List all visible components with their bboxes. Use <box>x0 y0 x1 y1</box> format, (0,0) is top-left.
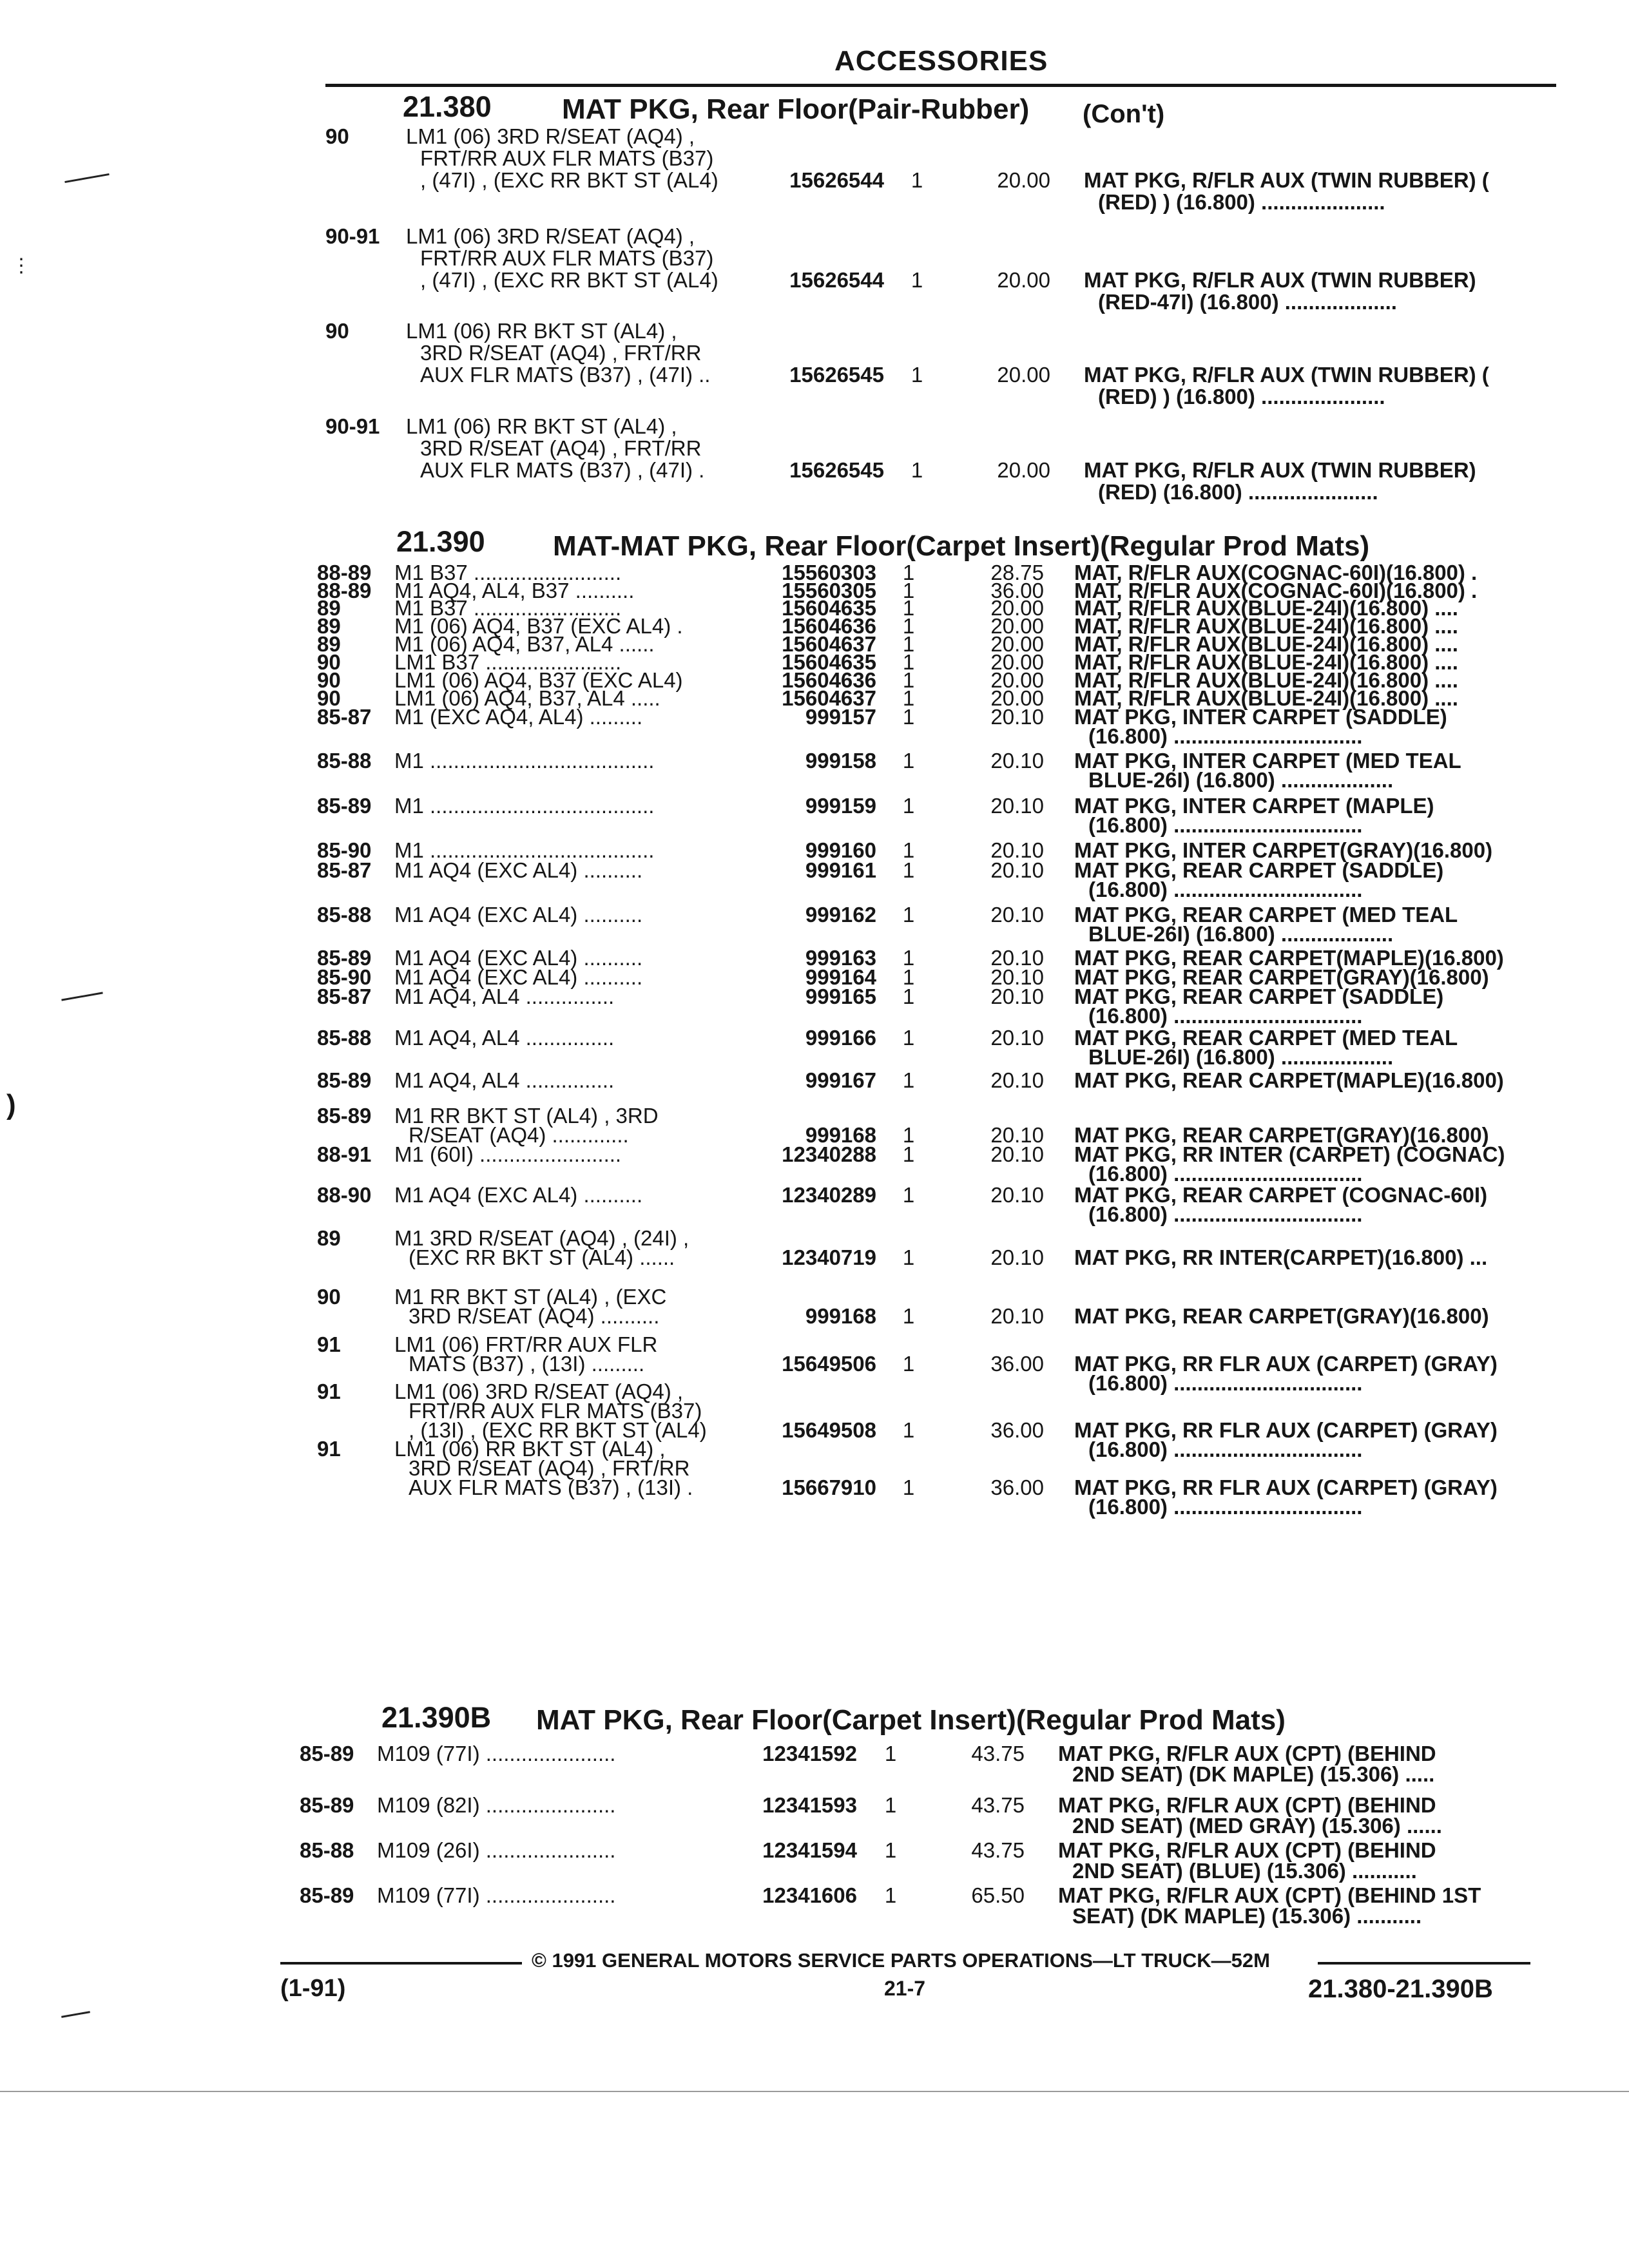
description-text: MAT PKG, INTER CARPET (SADDLE) <box>1074 705 1447 729</box>
price: 20.00 <box>990 686 1044 710</box>
description-text: MAT PKG, REAR CARPET(GRAY)(16.800) <box>1074 965 1489 989</box>
price: 20.00 <box>990 650 1044 674</box>
description-text: MAT, R/FLR AUX(BLUE-24I)(16.800) .... <box>1074 686 1458 710</box>
description-text: MAT PKG, R/FLR AUX (CPT) (BEHIND <box>1058 1793 1436 1817</box>
description-text: MAT PKG, R/FLR AUX (TWIN RUBBER) <box>1084 268 1476 292</box>
page-title: ACCESSORIES <box>834 45 1048 77</box>
model-year: 89 <box>317 632 341 656</box>
application-text: M109 (77I) ...................... <box>377 1742 616 1765</box>
price: 20.10 <box>990 1304 1044 1328</box>
application-text: LM1 B37 ....................... <box>394 650 622 674</box>
model-year: 85-89 <box>300 1742 354 1765</box>
price: 36.00 <box>990 1475 1044 1499</box>
application-text: , (13I) , (EXC RR BKT ST (AL4) <box>409 1418 707 1442</box>
application-text: FRT/RR AUX FLR MATS (B37) <box>420 246 714 270</box>
description-text: MAT PKG, REAR CARPET(GRAY)(16.800) <box>1074 1123 1489 1147</box>
part-number: 12340719 <box>782 1245 876 1269</box>
application-text: M1 AQ4, AL4, B37 .......... <box>394 579 635 602</box>
part-number: 15604635 <box>782 650 876 674</box>
quantity: 1 <box>902 838 915 862</box>
description-text: MAT PKG, RR INTER(CARPET)(16.800) ... <box>1074 1245 1488 1269</box>
application-text: M1 ...................................... <box>394 794 655 818</box>
description-text: BLUE-26I) (16.800) ................... <box>1088 768 1394 792</box>
part-number: 999166 <box>805 1026 876 1050</box>
application-text: 3RD R/SEAT (AQ4) , FRT/RR <box>409 1456 690 1480</box>
description-text: MAT PKG, R/FLR AUX (TWIN RUBBER) <box>1084 458 1476 482</box>
description-text: (RED) (16.800) ...................... <box>1098 480 1378 504</box>
price: 20.10 <box>990 985 1044 1008</box>
footer-page-number: 21-7 <box>884 1977 926 2000</box>
quantity: 1 <box>902 705 915 729</box>
description-text: MAT PKG, REAR CARPET (COGNAC-60I) <box>1074 1183 1488 1207</box>
description-text: MAT PKG, INTER CARPET (MED TEAL <box>1074 749 1461 773</box>
footer-range: 21.380-21.390B <box>1308 1975 1493 2003</box>
application-text: M1 ...................................... <box>394 838 655 862</box>
quantity: 1 <box>902 1183 915 1207</box>
description-text: (16.800) ................................ <box>1088 1495 1363 1519</box>
model-year: 85-88 <box>300 1838 354 1862</box>
model-year: 85-87 <box>317 858 372 882</box>
application-text: LM1 (06) RR BKT ST (AL4) , <box>394 1437 666 1461</box>
model-year: 85-88 <box>317 749 372 773</box>
quantity: 1 <box>902 749 915 773</box>
application-text: (EXC RR BKT ST (AL4) ...... <box>409 1245 675 1269</box>
price: 20.10 <box>990 1183 1044 1207</box>
application-text: LM1 (06) RR BKT ST (AL4) , <box>406 319 677 343</box>
part-number: 999161 <box>805 858 876 882</box>
quantity: 1 <box>884 1883 897 1907</box>
quantity: 1 <box>902 985 915 1008</box>
margin-mark: ⋮ <box>12 255 31 276</box>
section-title: MAT PKG, Rear Floor(Pair-Rubber) <box>562 93 1030 125</box>
price: 36.00 <box>990 579 1044 602</box>
model-year: 88-90 <box>317 1183 372 1207</box>
quantity: 1 <box>884 1742 897 1765</box>
header-rule <box>325 84 1556 87</box>
application-text: AUX FLR MATS (B37) , (47I) . <box>420 458 705 482</box>
quantity: 1 <box>884 1793 897 1817</box>
model-year: 90 <box>317 650 341 674</box>
description-text: BLUE-26I) (16.800) ................... <box>1088 1045 1394 1069</box>
price: 20.10 <box>990 946 1044 970</box>
section-number: 21.380 <box>403 90 492 123</box>
model-year: 91 <box>317 1437 341 1461</box>
part-number: 12341594 <box>762 1838 857 1862</box>
quantity: 1 <box>911 363 923 387</box>
application-text: LM1 (06) 3RD R/SEAT (AQ4) , <box>394 1379 684 1403</box>
part-number: 15604635 <box>782 596 876 620</box>
application-text: AUX FLR MATS (B37) , (47I) .. <box>420 363 711 387</box>
part-number: 15626545 <box>789 458 884 482</box>
application-text: LM1 (06) FRT/RR AUX FLR <box>394 1332 658 1356</box>
description-text: (16.800) ................................ <box>1088 813 1363 837</box>
description-text: MAT PKG, R/FLR AUX (CPT) (BEHIND 1ST <box>1058 1883 1481 1907</box>
part-number: 999165 <box>805 985 876 1008</box>
quantity: 1 <box>902 668 915 692</box>
quantity: 1 <box>902 903 915 927</box>
application-text: M1 RR BKT ST (AL4) , 3RD <box>394 1104 659 1128</box>
application-text: M109 (77I) ...................... <box>377 1883 616 1907</box>
application-text: M1 AQ4 (EXC AL4) .......... <box>394 903 643 927</box>
application-text: LM1 (06) 3RD R/SEAT (AQ4) , <box>406 124 695 148</box>
part-number: 15649506 <box>782 1352 876 1376</box>
description-text: (16.800) ................................ <box>1088 724 1363 748</box>
application-text: LM1 (06) AQ4, B37, AL4 ..... <box>394 686 660 710</box>
application-text: M1 AQ4, AL4 ............... <box>394 1068 615 1092</box>
section-number: 21.390 <box>396 525 485 558</box>
model-year: 89 <box>317 614 341 638</box>
model-year: 85-87 <box>317 705 372 729</box>
price: 20.00 <box>990 632 1044 656</box>
quantity: 1 <box>902 1068 915 1092</box>
model-year: 91 <box>317 1379 341 1403</box>
application-text: M1 AQ4, AL4 ............... <box>394 985 615 1008</box>
part-number: 999158 <box>805 749 876 773</box>
description-text: 2ND SEAT) (BLUE) (15.306) ........... <box>1072 1859 1417 1883</box>
model-year: 90 <box>317 686 341 710</box>
price: 20.00 <box>997 458 1050 482</box>
description-text: MAT PKG, REAR CARPET(MAPLE)(16.800) <box>1074 946 1504 970</box>
part-number: 999168 <box>805 1123 876 1147</box>
part-number: 15604637 <box>782 686 876 710</box>
application-text: M1 B37 ......................... <box>394 561 622 584</box>
price: 20.00 <box>990 596 1044 620</box>
price: 20.00 <box>997 168 1050 192</box>
price: 43.75 <box>971 1742 1025 1765</box>
part-number: 12341593 <box>762 1793 857 1817</box>
footer-copyright: © 1991 GENERAL MOTORS SERVICE PARTS OPERATIONS—LT TRUCK—52M <box>532 1949 1270 1972</box>
part-number: 12341592 <box>762 1742 857 1765</box>
price: 36.00 <box>990 1352 1044 1376</box>
application-text: M1 (06) AQ4, B37, AL4 ...... <box>394 632 655 656</box>
model-year: 91 <box>317 1332 341 1356</box>
description-text: MAT PKG, RR FLR AUX (CARPET) (GRAY) <box>1074 1418 1498 1442</box>
model-year: 85-88 <box>317 903 372 927</box>
application-text: M1 (06) AQ4, B37 (EXC AL4) . <box>394 614 683 638</box>
quantity: 1 <box>902 1475 915 1499</box>
description-text: MAT PKG, REAR CARPET (SADDLE) <box>1074 985 1444 1008</box>
price: 20.10 <box>990 1142 1044 1166</box>
description-text: MAT PKG, R/FLR AUX (TWIN RUBBER) ( <box>1084 363 1489 387</box>
price: 36.00 <box>990 1418 1044 1442</box>
footer-date: (1-91) <box>280 1975 346 2002</box>
price: 20.10 <box>990 965 1044 989</box>
model-year: 85-89 <box>317 1068 372 1092</box>
price: 20.10 <box>990 838 1044 862</box>
price: 20.00 <box>997 268 1050 292</box>
description-text: (16.800) ................................ <box>1088 1162 1363 1186</box>
part-number: 15604637 <box>782 632 876 656</box>
description-text: MAT PKG, R/FLR AUX (CPT) (BEHIND <box>1058 1838 1436 1862</box>
price: 20.10 <box>990 749 1044 773</box>
application-text: M1 RR BKT ST (AL4) , (EXC <box>394 1285 667 1309</box>
description-text: (RED) ) (16.800) ..................... <box>1098 190 1385 214</box>
section-title: MAT PKG, Rear Floor(Carpet Insert)(Regular Prod Mats) <box>536 1704 1286 1736</box>
model-year: 85-89 <box>317 1104 372 1128</box>
application-text: FRT/RR AUX FLR MATS (B37) <box>420 146 714 170</box>
model-year: 90 <box>317 1285 341 1309</box>
description-text: MAT, R/FLR AUX(BLUE-24I)(16.800) .... <box>1074 614 1458 638</box>
description-text: MAT PKG, RR FLR AUX (CARPET) (GRAY) <box>1074 1475 1498 1499</box>
application-text: MATS (B37) , (13I) ......... <box>409 1352 645 1376</box>
description-text: MAT PKG, REAR CARPET (SADDLE) <box>1074 858 1444 882</box>
application-text: M1 3RD R/SEAT (AQ4) , (24I) , <box>394 1226 689 1250</box>
description-text: MAT, R/FLR AUX(BLUE-24I)(16.800) .... <box>1074 668 1458 692</box>
model-year: 88-91 <box>317 1142 372 1166</box>
description-text: (RED) ) (16.800) ..................... <box>1098 385 1385 408</box>
description-text: MAT PKG, REAR CARPET(MAPLE)(16.800) <box>1074 1068 1504 1092</box>
description-text: MAT PKG, R/FLR AUX (CPT) (BEHIND <box>1058 1742 1436 1765</box>
model-year: 90-91 <box>325 414 380 438</box>
price: 20.10 <box>990 1068 1044 1092</box>
description-text: MAT PKG, R/FLR AUX (TWIN RUBBER) ( <box>1084 168 1489 192</box>
price: 20.10 <box>990 1123 1044 1147</box>
section-number: 21.390B <box>381 1701 492 1734</box>
quantity: 1 <box>902 1352 915 1376</box>
application-text: LM1 (06) 3RD R/SEAT (AQ4) , <box>406 224 695 248</box>
model-year: 85-89 <box>317 946 372 970</box>
part-number: 999162 <box>805 903 876 927</box>
application-text: LM1 (06) AQ4, B37 (EXC AL4) <box>394 668 683 692</box>
application-text: 3RD R/SEAT (AQ4) , FRT/RR <box>420 341 702 365</box>
application-text: M1 (EXC AQ4, AL4) ......... <box>394 705 643 729</box>
description-text: MAT, R/FLR AUX(COGNAC-60I)(16.800) . <box>1074 561 1478 584</box>
description-text: (RED-47I) (16.800) ................... <box>1098 290 1397 314</box>
part-number: 15626544 <box>789 168 884 192</box>
model-year: 90 <box>325 124 349 148</box>
price: 20.10 <box>990 1245 1044 1269</box>
description-text: (16.800) ................................ <box>1088 1004 1363 1028</box>
part-number: 12340288 <box>782 1142 876 1166</box>
part-number: 999164 <box>805 965 876 989</box>
description-text: (16.800) ................................ <box>1088 1437 1363 1461</box>
price: 20.00 <box>997 363 1050 387</box>
quantity: 1 <box>902 614 915 638</box>
quantity: 1 <box>902 1418 915 1442</box>
application-text: M1 AQ4 (EXC AL4) .......... <box>394 858 643 882</box>
part-number: 15626545 <box>789 363 884 387</box>
application-text: M109 (26I) ...................... <box>377 1838 616 1862</box>
bottom-rule <box>0 2091 1629 2092</box>
application-text: , (47I) , (EXC RR BKT ST (AL4) <box>420 268 718 292</box>
part-number: 15649508 <box>782 1418 876 1442</box>
model-year: 89 <box>317 596 341 620</box>
section-continued: (Con't) <box>1083 100 1165 128</box>
part-number: 15667910 <box>782 1475 876 1499</box>
quantity: 1 <box>902 1123 915 1147</box>
application-text: M1 AQ4 (EXC AL4) .......... <box>394 1183 643 1207</box>
section-title: MAT-MAT PKG, Rear Floor(Carpet Insert)(Regular Prod Mats) <box>553 530 1370 562</box>
model-year: 85-89 <box>300 1793 354 1817</box>
application-text: M1 AQ4 (EXC AL4) .......... <box>394 946 643 970</box>
description-text: MAT PKG, REAR CARPET (MED TEAL <box>1074 903 1458 927</box>
model-year: 88-89 <box>317 579 372 602</box>
footer-rule-right <box>1318 1962 1530 1965</box>
margin-mark: ) <box>6 1089 16 1120</box>
description-text: MAT PKG, REAR CARPET(GRAY)(16.800) <box>1074 1304 1489 1328</box>
price: 43.75 <box>971 1838 1025 1862</box>
model-year: 85-88 <box>317 1026 372 1050</box>
description-text: MAT PKG, REAR CARPET (MED TEAL <box>1074 1026 1458 1050</box>
price: 20.10 <box>990 705 1044 729</box>
description-text: MAT PKG, RR FLR AUX (CARPET) (GRAY) <box>1074 1352 1498 1376</box>
model-year: 90-91 <box>325 224 380 248</box>
model-year: 85-90 <box>317 838 372 862</box>
application-text: , (47I) , (EXC RR BKT ST (AL4) <box>420 168 718 192</box>
part-number: 999167 <box>805 1068 876 1092</box>
quantity: 1 <box>902 1026 915 1050</box>
quantity: 1 <box>902 686 915 710</box>
part-number: 999163 <box>805 946 876 970</box>
description-text: MAT, R/FLR AUX(BLUE-24I)(16.800) .... <box>1074 650 1458 674</box>
quantity: 1 <box>902 1142 915 1166</box>
price: 28.75 <box>990 561 1044 584</box>
application-text: AUX FLR MATS (B37) , (13I) . <box>409 1475 693 1499</box>
part-number: 15560303 <box>782 561 876 584</box>
quantity: 1 <box>911 168 923 192</box>
description-text: 2ND SEAT) (DK MAPLE) (15.306) ..... <box>1072 1762 1435 1786</box>
model-year: 85-89 <box>300 1883 354 1907</box>
price: 20.00 <box>990 614 1044 638</box>
margin-mark <box>61 992 103 1001</box>
model-year: 85-87 <box>317 985 372 1008</box>
description-text: (16.800) ................................ <box>1088 1202 1363 1226</box>
quantity: 1 <box>902 1304 915 1328</box>
description-text: MAT, R/FLR AUX(COGNAC-60I)(16.800) . <box>1074 579 1478 602</box>
application-text: FRT/RR AUX FLR MATS (B37) <box>409 1399 702 1423</box>
quantity: 1 <box>902 1245 915 1269</box>
margin-mark <box>64 173 109 183</box>
quantity: 1 <box>902 561 915 584</box>
price: 20.10 <box>990 794 1044 818</box>
model-year: 89 <box>317 1226 341 1250</box>
quantity: 1 <box>902 946 915 970</box>
application-text: R/SEAT (AQ4) ............. <box>409 1123 629 1147</box>
quantity: 1 <box>902 858 915 882</box>
part-number: 15604636 <box>782 668 876 692</box>
footer-rule-left <box>280 1962 522 1965</box>
model-year: 85-90 <box>317 965 372 989</box>
quantity: 1 <box>902 794 915 818</box>
price: 20.10 <box>990 1026 1044 1050</box>
model-year: 90 <box>325 319 349 343</box>
price: 65.50 <box>971 1883 1025 1907</box>
part-number: 999157 <box>805 705 876 729</box>
application-text: M109 (82I) ...................... <box>377 1793 616 1817</box>
part-number: 15626544 <box>789 268 884 292</box>
description-text: MAT, R/FLR AUX(BLUE-24I)(16.800) .... <box>1074 596 1458 620</box>
part-number: 15604636 <box>782 614 876 638</box>
quantity: 1 <box>902 596 915 620</box>
quantity: 1 <box>911 268 923 292</box>
price: 20.10 <box>990 903 1044 927</box>
quantity: 1 <box>902 965 915 989</box>
part-number: 999160 <box>805 838 876 862</box>
model-year: 90 <box>317 668 341 692</box>
price: 43.75 <box>971 1793 1025 1817</box>
part-number: 999168 <box>805 1304 876 1328</box>
part-number: 15560305 <box>782 579 876 602</box>
description-text: (16.800) ................................ <box>1088 878 1363 901</box>
description-text: (16.800) ................................ <box>1088 1371 1363 1395</box>
quantity: 1 <box>911 458 923 482</box>
quantity: 1 <box>902 632 915 656</box>
description-text: SEAT) (DK MAPLE) (15.306) ........... <box>1072 1904 1422 1928</box>
part-number: 12340289 <box>782 1183 876 1207</box>
description-text: BLUE-26I) (16.800) ................... <box>1088 922 1394 946</box>
description-text: MAT PKG, INTER CARPET (MAPLE) <box>1074 794 1434 818</box>
price: 20.10 <box>990 858 1044 882</box>
margin-mark <box>61 2011 90 2018</box>
model-year: 85-89 <box>317 794 372 818</box>
price: 20.00 <box>990 668 1044 692</box>
application-text: M1 B37 ......................... <box>394 596 622 620</box>
application-text: M1 ...................................... <box>394 749 655 773</box>
description-text: 2ND SEAT) (MED GRAY) (15.306) ...... <box>1072 1814 1442 1838</box>
application-text: M1 AQ4 (EXC AL4) .......... <box>394 965 643 989</box>
application-text: M1 AQ4, AL4 ............... <box>394 1026 615 1050</box>
application-text: LM1 (06) RR BKT ST (AL4) , <box>406 414 677 438</box>
quantity: 1 <box>902 650 915 674</box>
description-text: MAT PKG, INTER CARPET(GRAY)(16.800) <box>1074 838 1493 862</box>
part-number: 12341606 <box>762 1883 857 1907</box>
application-text: M1 (60I) ........................ <box>394 1142 622 1166</box>
description-text: MAT, R/FLR AUX(BLUE-24I)(16.800) .... <box>1074 632 1458 656</box>
application-text: 3RD R/SEAT (AQ4) .......... <box>409 1304 660 1328</box>
quantity: 1 <box>884 1838 897 1862</box>
quantity: 1 <box>902 579 915 602</box>
description-text: MAT PKG, RR INTER (CARPET) (COGNAC) <box>1074 1142 1505 1166</box>
part-number: 999159 <box>805 794 876 818</box>
model-year: 88-89 <box>317 561 372 584</box>
application-text: 3RD R/SEAT (AQ4) , FRT/RR <box>420 436 702 460</box>
